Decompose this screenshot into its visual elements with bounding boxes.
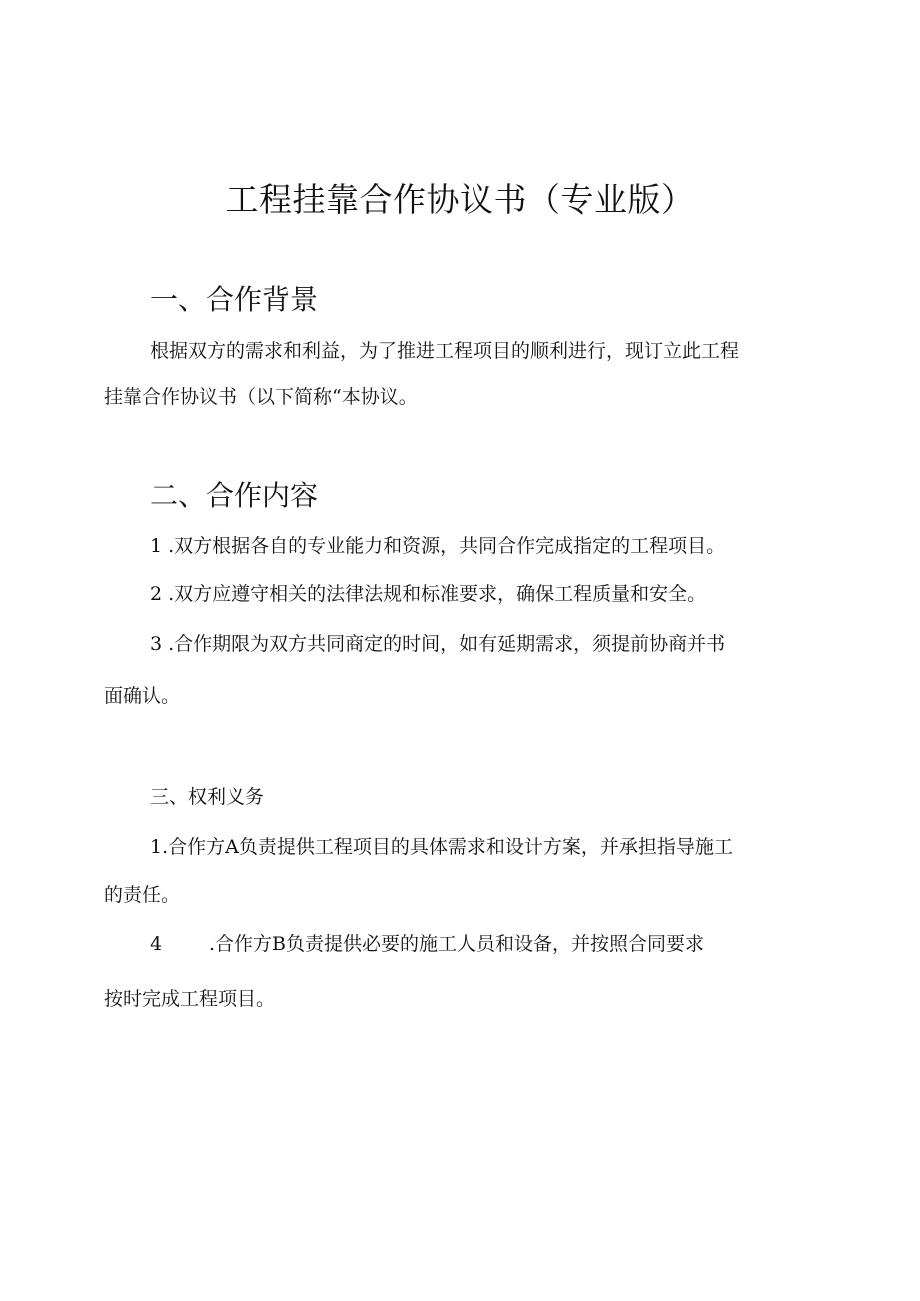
list-item: 1 .双方根据各自的专业能力和资源，共同合作完成指定的工程项目。 [150, 535, 726, 557]
list-item-continuation: 面确认。 [104, 685, 181, 707]
list-item: .合作方B负责提供必要的施工人员和设备，并按照合同要求 [209, 933, 705, 955]
list-item: 1.合作方A负责提供工程项目的具体需求和设计方案，并承担指导施工 [150, 836, 733, 858]
list-item-continuation: 的责任。 [104, 884, 181, 906]
section-heading-content: 二、合作内容 [150, 479, 319, 512]
list-item-number: 4 [150, 933, 163, 955]
list-item: 3 .合作期限为双方共同商定的时间，如有延期需求，须提前协商并书 [150, 633, 726, 655]
list-item-continuation: 按时完成工程项目。 [104, 988, 276, 1010]
paragraph-line: 挂靠合作协议书（以下简称“本协议。 [104, 386, 418, 408]
paragraph-line: 根据双方的需求和利益，为了推进工程项目的顺利进行，现订立此工程 [150, 340, 740, 362]
section-heading-rights: 三、权利义务 [150, 786, 265, 808]
document-title: 工程挂靠合作协议书（专业版） [225, 180, 695, 219]
section-heading-background: 一、合作背景 [150, 283, 319, 316]
list-item: 2 .双方应遵守相关的法律法规和标准要求，确保工程质量和安全。 [150, 583, 707, 605]
